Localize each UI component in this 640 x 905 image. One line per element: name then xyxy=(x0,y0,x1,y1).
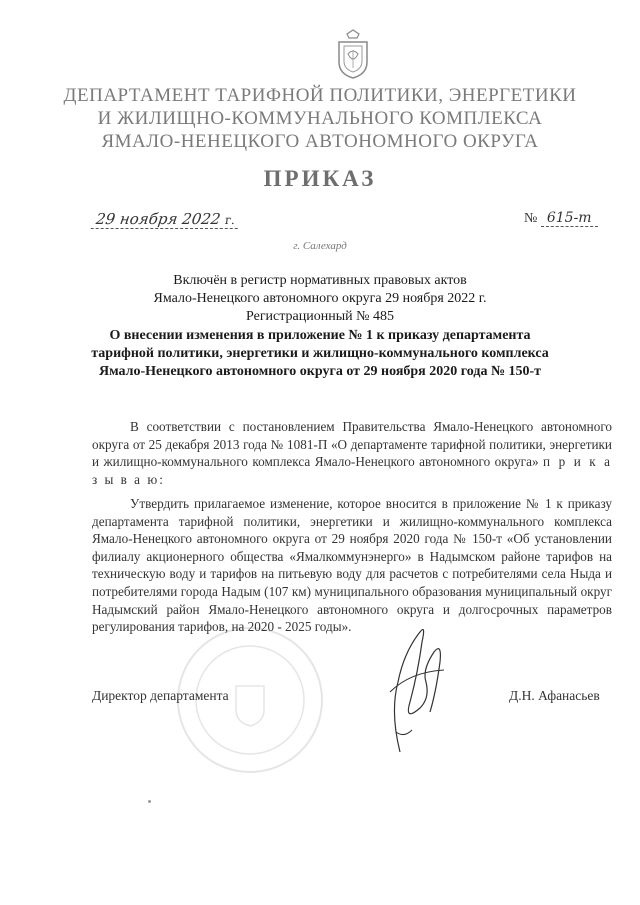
number-handwritten: 615-т xyxy=(541,210,598,227)
department-line: ЯМАЛО-НЕНЕЦКОГО АВТОНОМНОГО ОКРУГА xyxy=(101,131,539,152)
document-date xyxy=(91,210,241,229)
date-suffix: г. xyxy=(224,213,237,227)
registration-line: Включён в регистр нормативных правовых актов xyxy=(173,273,467,288)
document-number xyxy=(524,210,598,227)
signatory-name: Д.Н. Афанасьев xyxy=(509,688,600,703)
order-text: Утвердить прилагаемое изменение, которое вносится в приложение № 1 к приказу департамента тарифной политики, энергетики и жилищно-коммунального комплекса Ямало-Ненецкого автономного округа от 29 ноября 2020 года № 150-т «Об установлении филиалу акционерного общества «Ямалкоммунэнерго» в Надымском районе тарифов на техническую воду и тарифов на питьевую воду для расчетов с потребителями села Ныда и потребителями города Надым (107 км) муниципального образования муниципальный округ Надымский район Ямало-Ненецкого автономного округа и долгосрочных параметров регулирования тарифов, на 2020 - 2025 годы». xyxy=(92,496,612,635)
preamble-text: В соответствии с постановлением Правительства Ямало-Ненецкого автономного округа от 25 декабря 2013 года № 1081-П «О департаменте тарифной политики, энергетики и жилищно-коммунального комплекса Ямало-Ненецкого автономного округа» xyxy=(92,419,612,470)
date-handwritten: 29 ноября 2022 xyxy=(94,210,222,228)
registration-note xyxy=(0,272,640,326)
order-word: п р и к а з ы в а ю: xyxy=(92,454,613,487)
department-line: И ЖИЛИЩНО-КОММУНАЛЬНОГО КОМПЛЕКСА xyxy=(97,108,543,129)
subject-line: тарифной политики, энергетики и жилищно-коммунального комплекса xyxy=(91,346,549,361)
department-line: ДЕПАРТАМЕНТ ТАРИФНОЙ ПОЛИТИКИ, ЭНЕРГЕТИКИ xyxy=(63,85,577,106)
subject-line: О внесении изменения в приложение № 1 к приказу департамента xyxy=(109,328,531,343)
document-type: ПРИКАЗ xyxy=(263,166,377,191)
subject-line: Ямало-Ненецкого автономного округа от 29 ноября 2020 года № 150-т xyxy=(98,364,542,379)
registration-line: Регистрационный № 485 xyxy=(246,309,394,324)
scan-speck xyxy=(148,800,151,803)
order-subject xyxy=(60,327,580,381)
signatory-title: Директор департамента xyxy=(92,688,229,703)
order-paragraph xyxy=(92,495,612,636)
department-name xyxy=(40,84,600,153)
handwritten-signature-icon xyxy=(360,612,460,762)
city: г. Салехард xyxy=(293,240,347,252)
number-prefix: № xyxy=(524,211,538,226)
preamble-paragraph xyxy=(92,418,612,488)
coat-of-arms-icon xyxy=(333,28,373,80)
registration-line: Ямало-Ненецкого автономного округа 29 ноября 2022 г. xyxy=(153,291,487,306)
